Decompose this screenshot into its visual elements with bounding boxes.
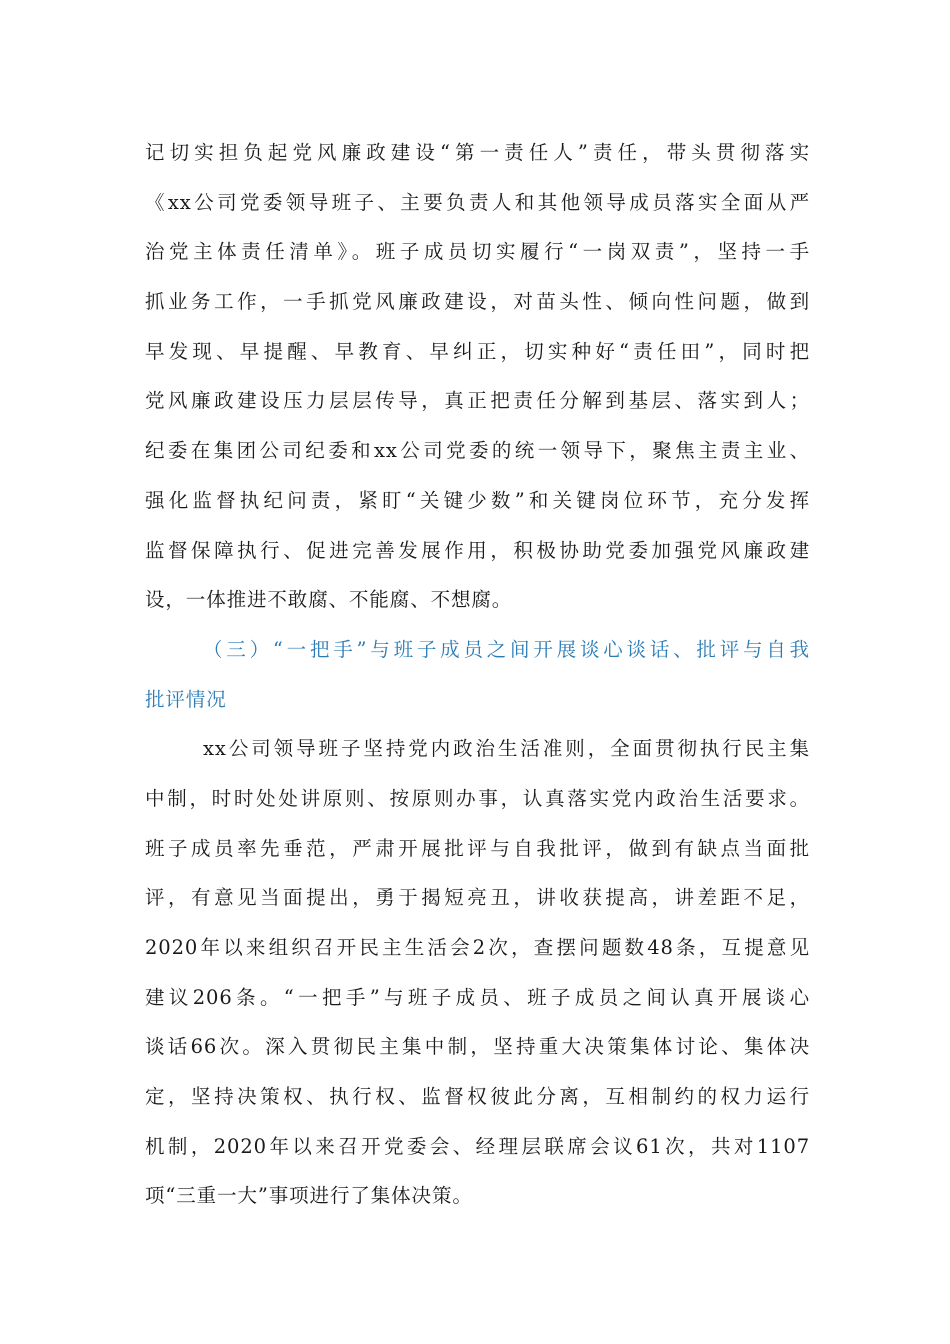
text-line: xx公司领导班子坚持党内政治生活准则，全面贯彻执行民主集 [203, 737, 810, 761]
section-heading [145, 625, 810, 724]
text-line: 中制，时时处处讲原则、按原则办事，认真落实党内政治生活要求。 [145, 786, 810, 810]
text-line: 设，一体推进不敢腐、不能腐、不想腐。 [145, 588, 513, 612]
document-body [145, 128, 810, 1221]
text-line: 建议206条。“一把手”与班子成员、班子成员之间认真开展谈心 [145, 985, 810, 1009]
text-line: 党风廉政建设压力层层传导，真正把责任分解到基层、落实到人； [145, 389, 810, 413]
text-line: 谈话66次。深入贯彻民主集中制，坚持重大决策集体讨论、集体决 [145, 1035, 810, 1059]
paragraph-responsibility [145, 128, 810, 625]
text-line: 评，有意见当面提出，勇于揭短亮丑，讲收获提高，讲差距不足， [145, 886, 810, 910]
text-line: 强化监督执纪问责，紧盯“关键少数”和关键岗位环节，充分发挥 [145, 488, 810, 512]
text-line: 项“三重一大”事项进行了集体决策。 [145, 1184, 473, 1208]
text-line: 《xx公司党委领导班子、主要负责人和其他领导成员落实全面从严 [145, 190, 810, 214]
text-line: 治党主体责任清单》。班子成员切实履行“一岗双责”，坚持一手 [145, 240, 810, 264]
text-line: 班子成员率先垂范，严肃开展批评与自我批评，做到有缺点当面批 [145, 836, 810, 860]
text-line: 定，坚持决策权、执行权、监督权彼此分离，互相制约的权力运行 [145, 1085, 810, 1109]
heading-line: 批评情况 [145, 687, 227, 711]
text-line: 抓业务工作，一手抓党风廉政建设，对苗头性、倾向性问题，做到 [145, 290, 810, 314]
text-line: 记切实担负起党风廉政建设“第一责任人”责任，带头贯彻落实 [145, 141, 810, 164]
text-line: 监督保障执行、促进完善发展作用，积极协助党委加强党风廉政建 [145, 538, 810, 562]
paragraph-talks-criticism [145, 724, 810, 1221]
text-line: 机制，2020年以来召开党委会、经理层联席会议61次，共对1107 [145, 1134, 810, 1158]
text-line: 早发现、早提醒、早教育、早纠正，切实种好“责任田”，同时把 [145, 339, 810, 363]
text-line: 2020年以来组织召开民主生活会2次，查摆问题数48条，互提意见 [145, 936, 810, 959]
text-line: 纪委在集团公司纪委和xx公司党委的统一领导下，聚焦主责主业、 [145, 439, 810, 463]
heading-line: （三）“一把手”与班子成员之间开展谈心谈话、批评与自我 [203, 637, 810, 661]
